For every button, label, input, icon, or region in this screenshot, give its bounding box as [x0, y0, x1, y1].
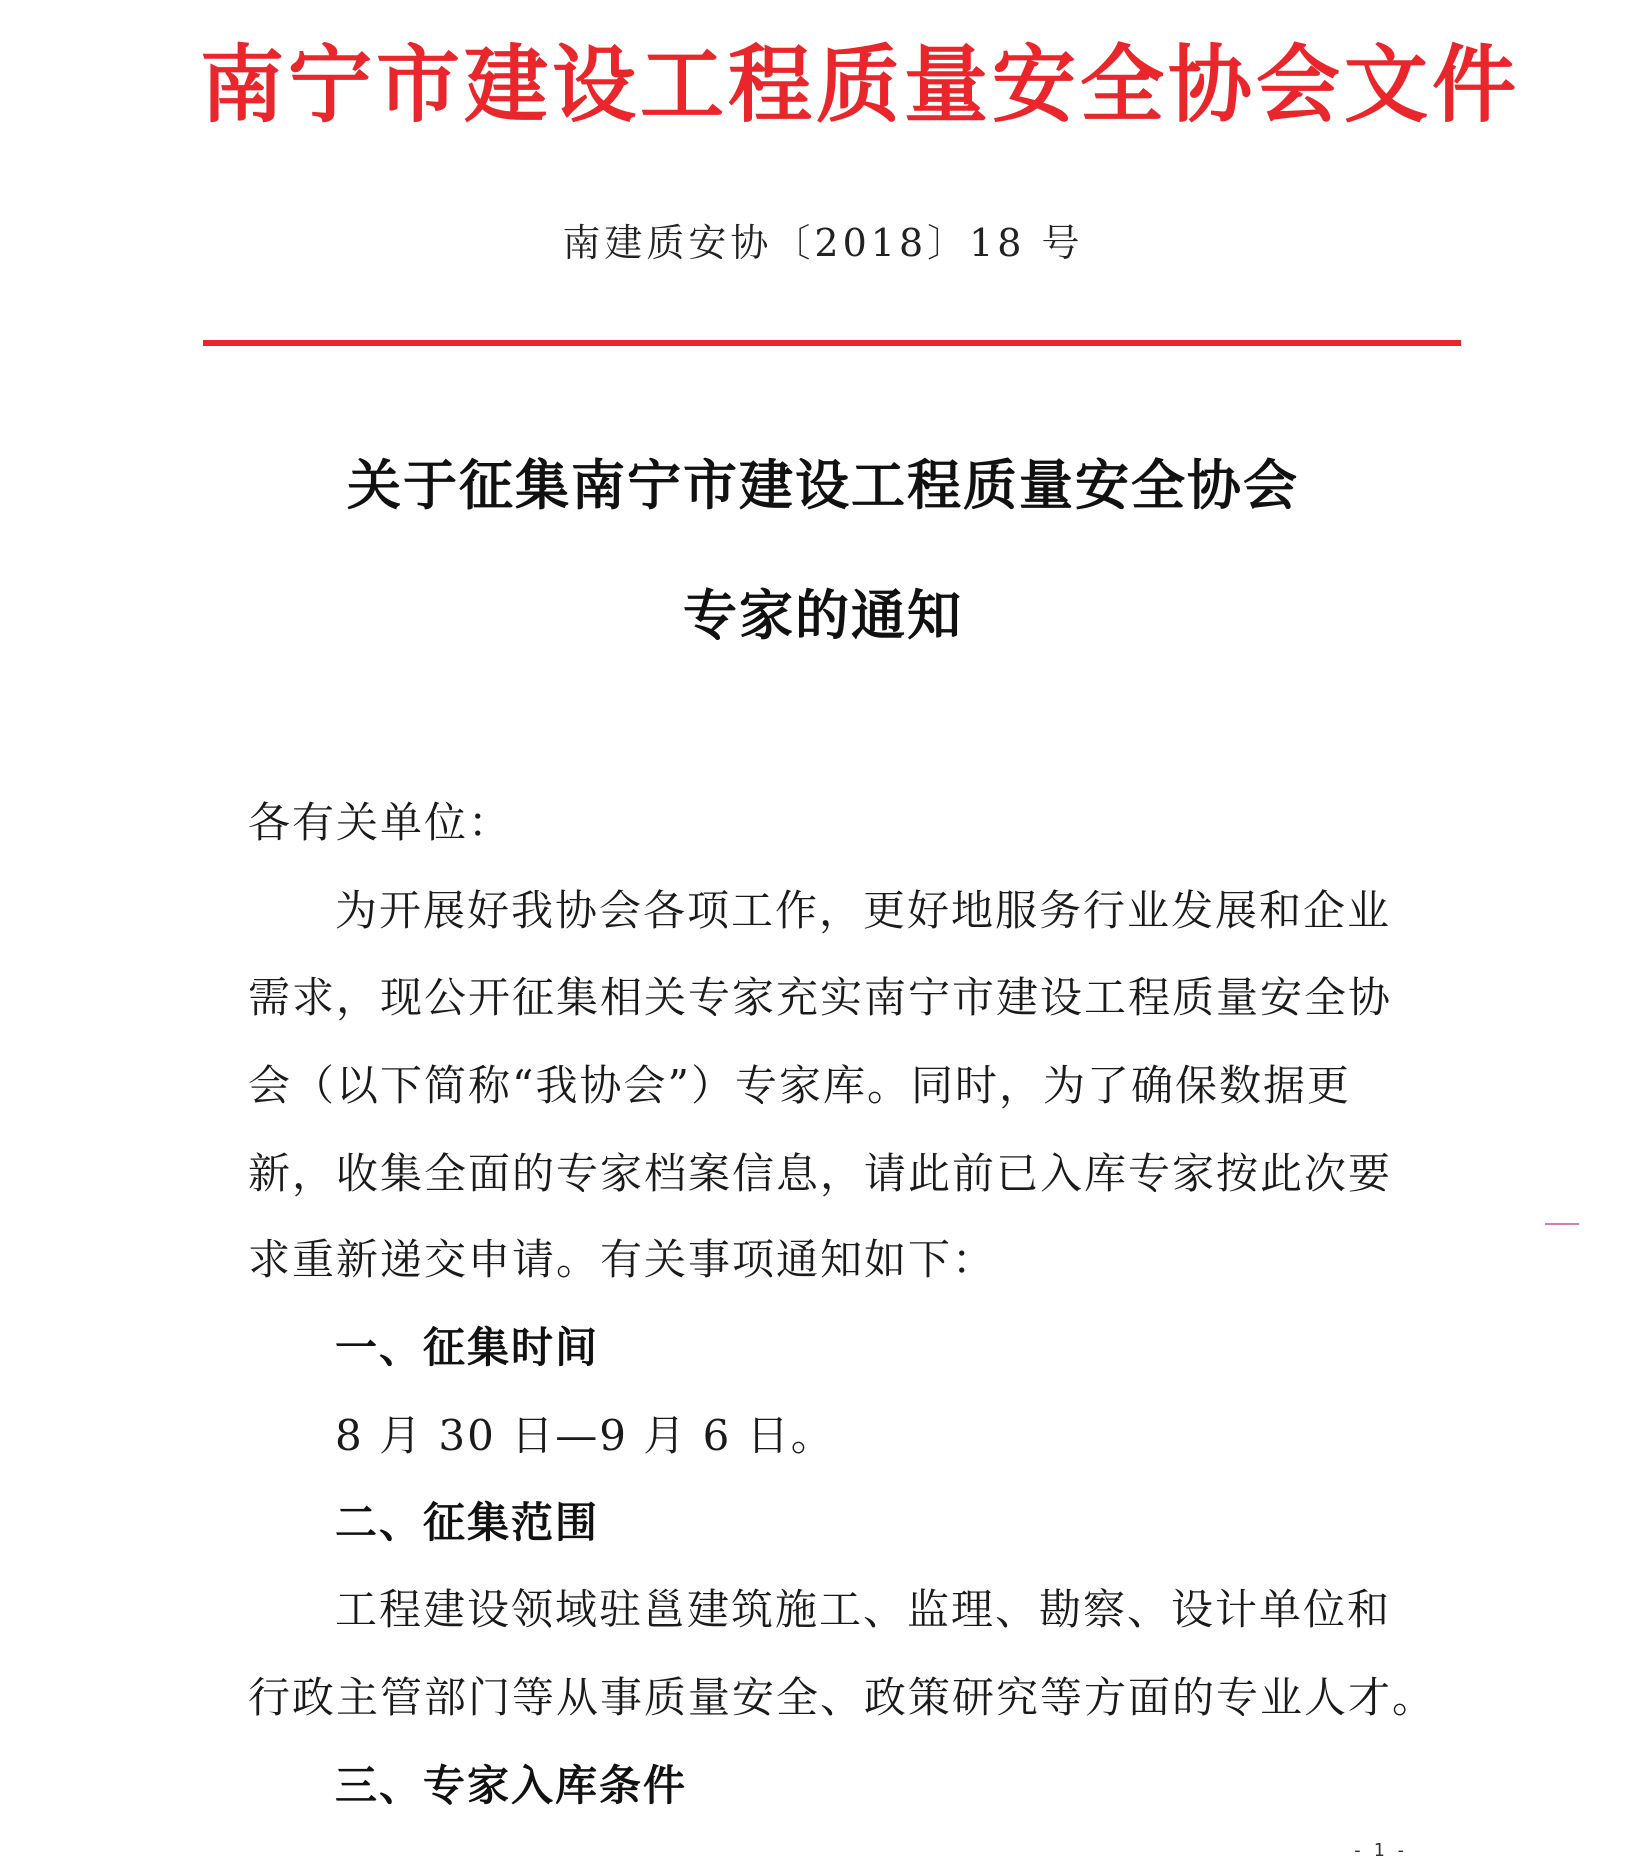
paragraph-line: 新，收集全面的专家档案信息，请此前已入库专家按此次要	[248, 1149, 1393, 1198]
header-divider	[203, 340, 1461, 346]
paragraph-line: 会（以下简称“我协会”）专家库。同时，为了确保数据更	[248, 1061, 1351, 1110]
document-title-line-2: 专家的通知	[683, 583, 963, 647]
paragraph-line: 需求，现公开征集相关专家充实南宁市建设工程质量安全协	[248, 973, 1393, 1022]
section-heading-conditions: 三、专家入库条件	[335, 1761, 688, 1810]
section-heading-scope: 二、征集范围	[335, 1498, 600, 1547]
document-title-line-1: 关于征集南宁市建设工程质量安全协会	[347, 453, 1299, 517]
paragraph-line: 求重新递交申请。有关事项通知如下：	[248, 1235, 997, 1284]
paragraph-line: 为开展好我协会各项工作，更好地服务行业发展和企业	[335, 886, 1392, 935]
section-text-scope-line: 工程建设领域驻邕建筑施工、监理、勘察、设计单位和	[335, 1585, 1392, 1634]
organization-header: 南宁市建设工程质量安全协会文件	[200, 36, 1521, 134]
page-number: - 1 -	[1352, 1840, 1407, 1861]
salutation: 各有关单位：	[248, 798, 513, 847]
section-text-scope-line: 行政主管部门等从事质量安全、政策研究等方面的专业人才。	[248, 1673, 1437, 1722]
document-number: 南建质安协〔2018〕18 号	[562, 221, 1084, 265]
margin-mark	[1545, 1223, 1579, 1225]
section-text-time: 8 月 30 日—9 月 6 日。	[335, 1411, 835, 1460]
section-heading-time: 一、征集时间	[335, 1323, 600, 1372]
